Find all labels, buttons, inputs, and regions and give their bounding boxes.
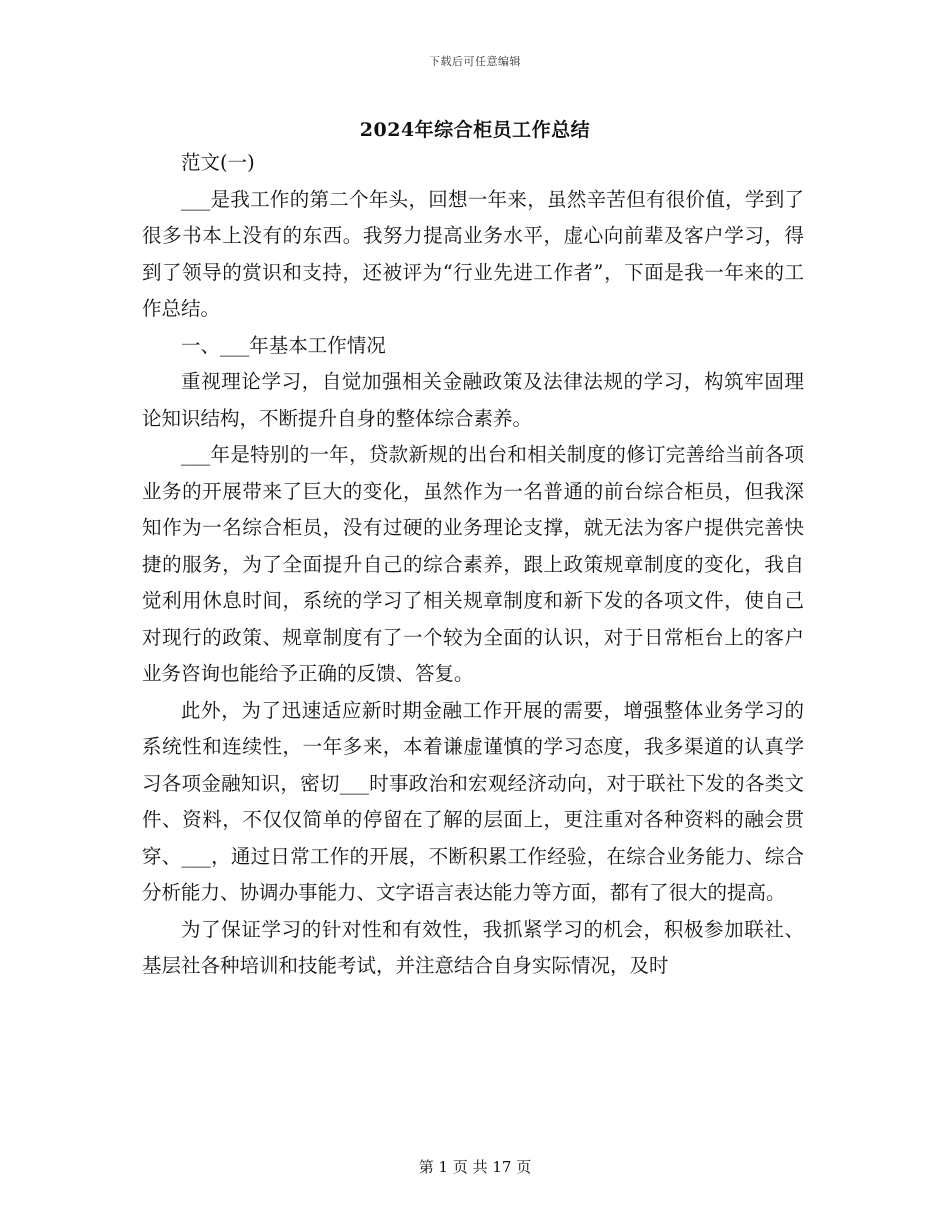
header-note: 下载后可任意编辑 xyxy=(429,55,521,68)
paragraph-sample-label: 范文(一) xyxy=(181,151,255,174)
paragraph-additionally: 此外，为了迅速适应新时期金融工作开展的需要，增强整体业务学习的系统性和连续性，一年多来，本着谦虚谨慎的学习态度，我多渠道的认真学习各项金融知识，密切___时事政治和宏观经济动向，对于联社下发的各类文件、资料，不仅仅简单的停留在了解的层面上，更注重对各种资料的融会贯穿、___，通过日常工作的开展，不断积累工作经验，在综合业务能力、综合分析能力、协调办事能力、文字语言表达能力等方面，都有了很大的提高。 xyxy=(142,698,804,904)
paragraph-training: 为了保证学习的针对性和有效性，我抓紧学习的机会，积极参加联社、基层社各种培训和技能考试，并注意结合自身实际情况，及时 xyxy=(142,917,804,977)
paragraph-intro: ___是我工作的第二个年头，回想一年来，虽然辛苦但有很价值，学到了很多书本上没有的东西。我努力提高业务水平，虚心向前辈及客户学习，得到了领导的赏识和支持，还被评为“行业先进工作者”，下面是我一年来的工作总结。 xyxy=(142,187,804,320)
page-number: 第 1 页 共 17 页 xyxy=(418,1158,532,1176)
document-title: 2024年综合柜员工作总结 xyxy=(359,119,591,141)
paragraph-special-year: ___年是特别的一年，贷款新规的出台和相关制度的修订完善给当前各项业务的开展带来了巨大的变化，虽然作为一名普通的前台综合柜员，但我深知作为一名综合柜员，没有过硬的业务理论支撑，就无法为客户提供完善快捷的服务，为了全面提升自己的综合素养，跟上政策规章制度的变化，我自觉利用休息时间，系统的学习了相关规章制度和新下发的各项文件，使自己对现行的政策、规章制度有了一个较为全面的认识，对于日常柜台上的客户业务咨询也能给予正确的反馈、答复。 xyxy=(142,443,804,685)
document-body xyxy=(142,145,804,985)
paragraph-theory-study: 重视理论学习，自觉加强相关金融政策及法律法规的学习，构筑牢固理论知识结构，不断提升自身的整体综合素养。 xyxy=(142,370,804,430)
section-heading-basic-work: 一、___年基本工作情况 xyxy=(181,333,386,357)
